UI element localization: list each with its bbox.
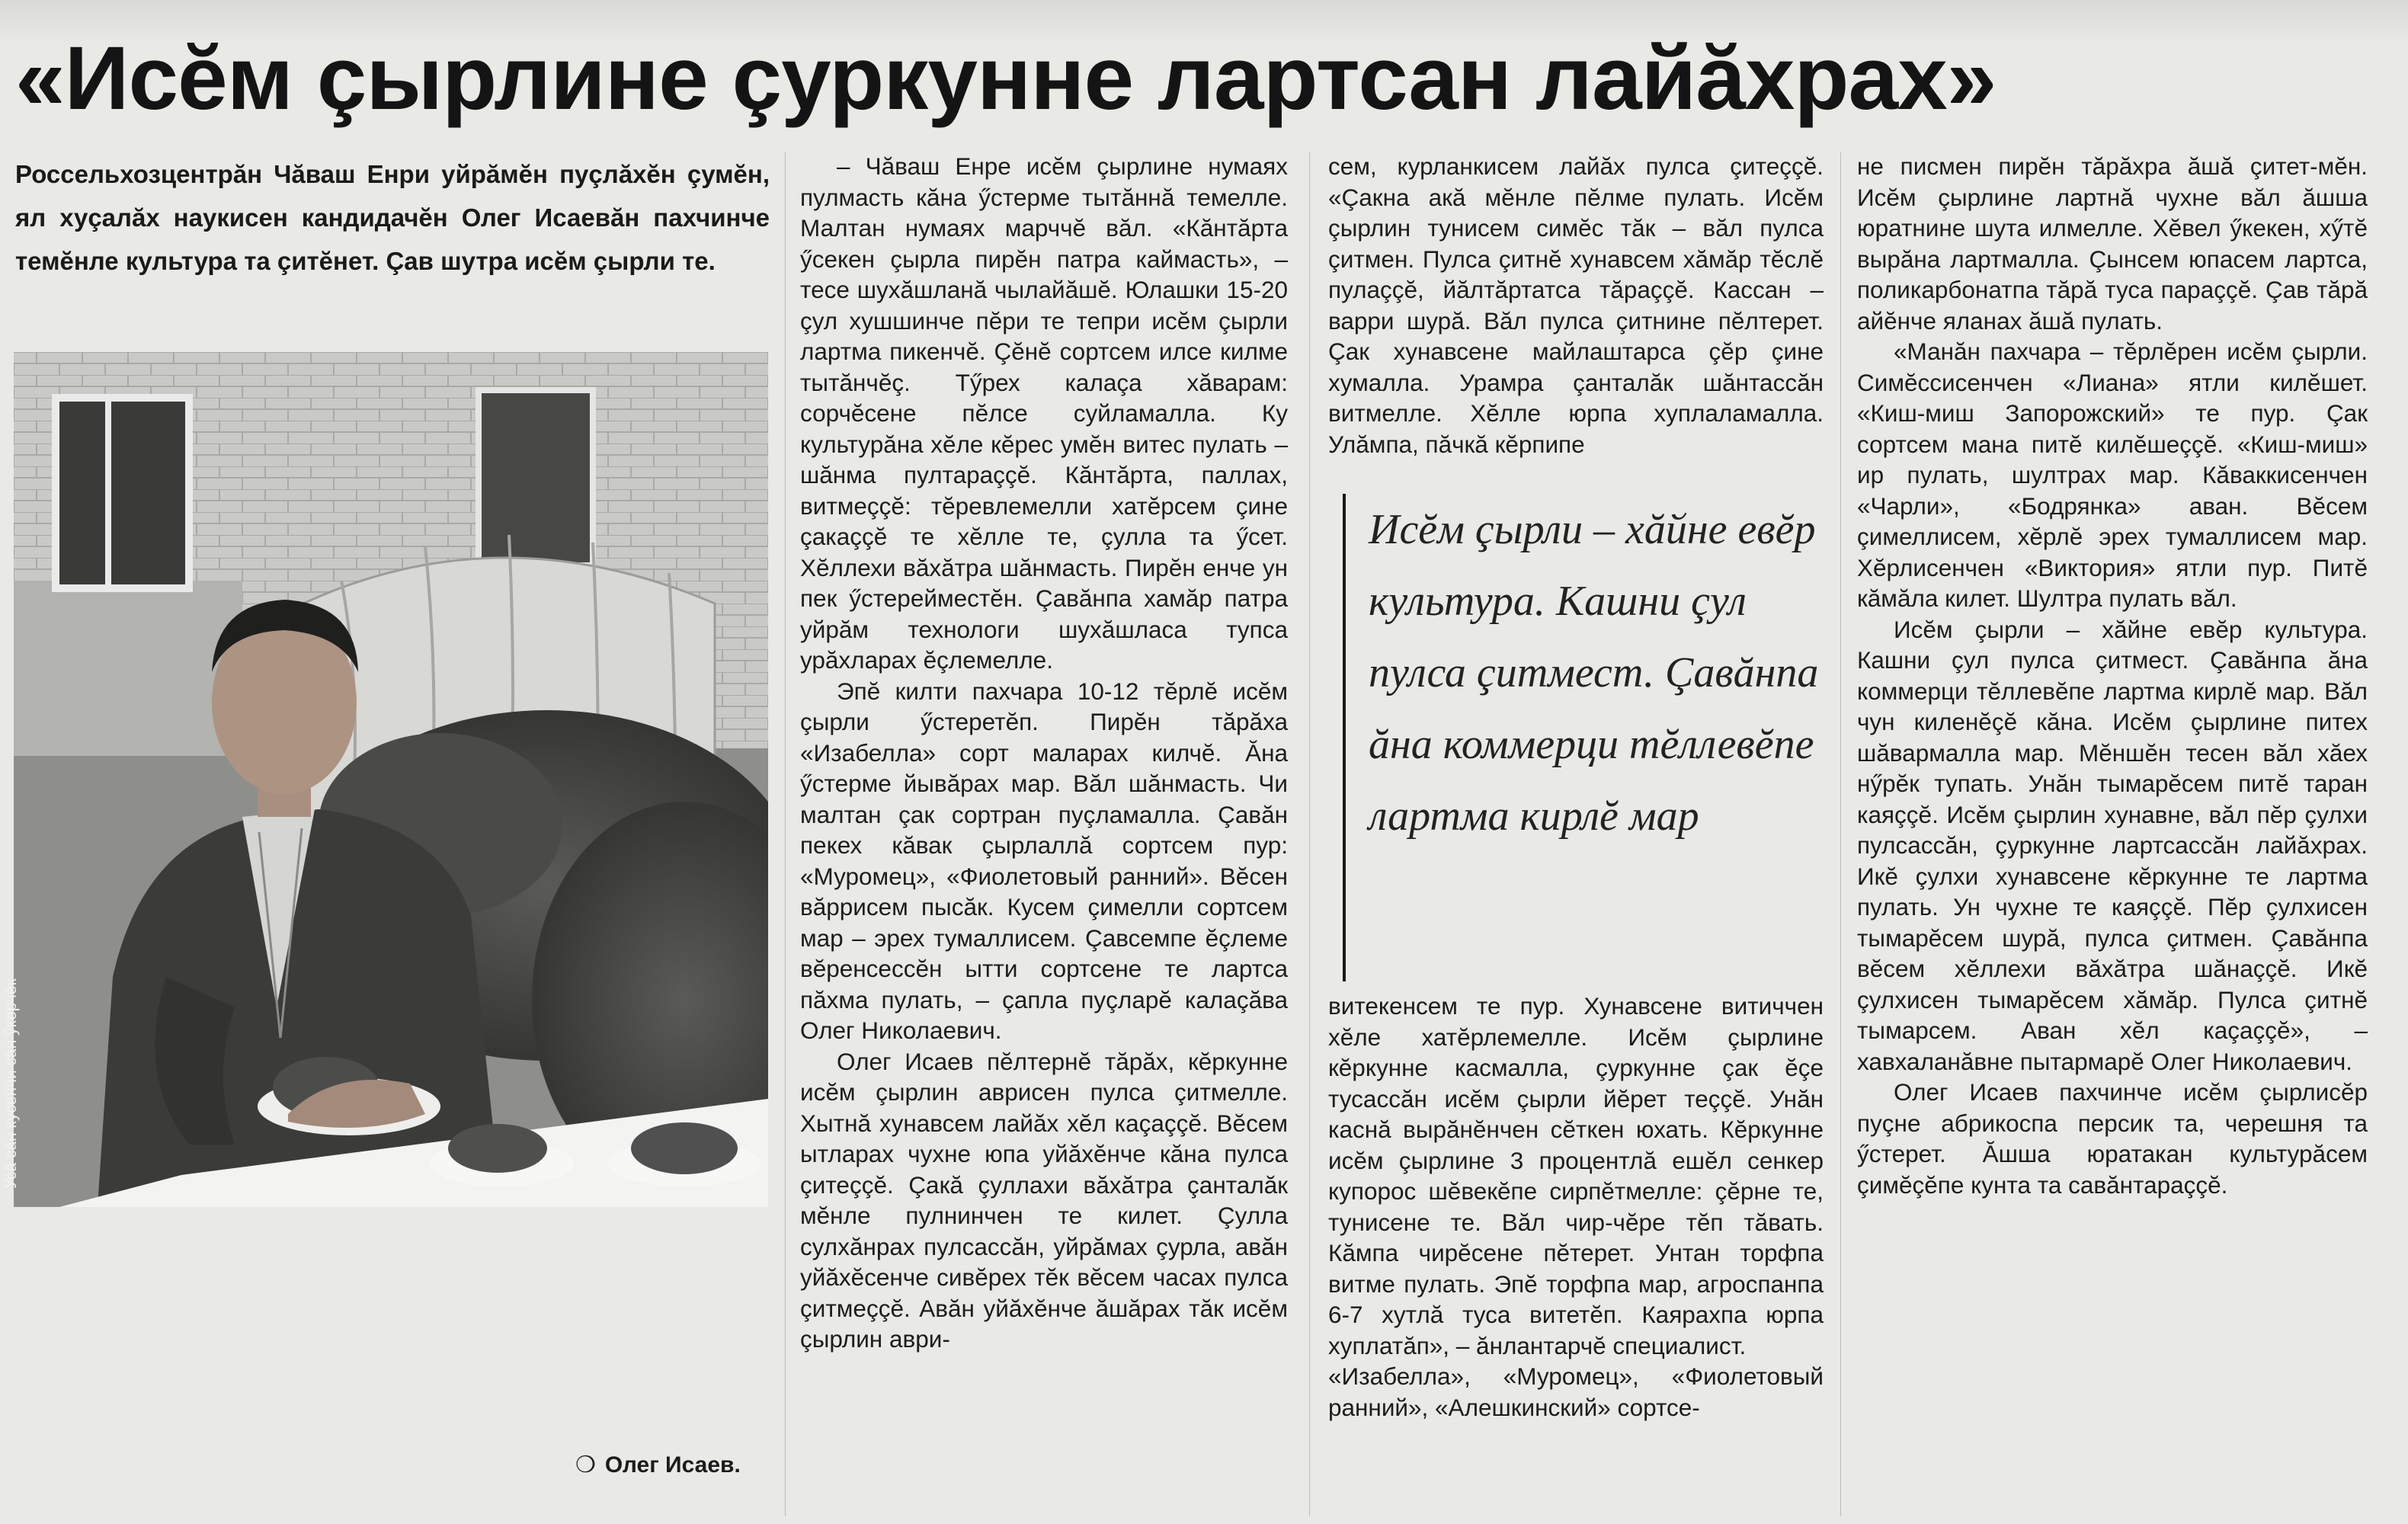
article-column-2-bottom [1328,991,1824,1524]
paragraph: – Чăваш Енре исĕм çырлине нумаях пулмасть кăна ӳстерме тытăннă темелле. Малтан нумаях марччĕ вăл. «Кăнтăрта ӳсекен çырла пирĕн патра каймасть», – тесе шухăшланă чылайăшĕ. Юлашки 15-20 çул хушшинче пĕри те тепри исĕм çырли лартма пикенчĕ. Çĕнĕ сортсем илсе килме тытăнчĕç. Тӳрех калаçа хăварам: сорчĕсене пĕлсе суйламалла. Ку культурăна хĕле кĕрес умĕн витес пулать – шăнма пултараççĕ. Кăнтăрта, паллах, витмеççĕ: тĕревлемелли хатĕрсем çине çакаççĕ те хĕлле те, çулла та ӳсет. Хĕллехи вăхăтра шăнмасть. Пирĕн енче ун пек ӳстерейместĕн. Çавăнпа хамăр патра уйрăм технологи шухăшласа тупса урăхларах ĕçлемелле. [800,152,1288,674]
paragraph: Эпĕ килти пахчара 10-12 тĕрлĕ исĕм çырли ӳстеретĕп. Пирĕн тăрăха «Изабелла» сорт маларах килчĕ. Ăна ӳстерме йывăрах мар. Вăл шăнмасть. Чи малтан çак сортран пуçламалла. Çавăн пекех кăвак çырлаллă сортсем пур: «Муромец», «Фиолетовый ранний». Вĕсен вăррисем пысăк. Кусем çимелли сортсем мар – эрех тумаллисем. Çавсемпе ĕçлеме вĕренсессĕн ытти сортсене те лартса пăхма пулать, – çапла пуçларĕ калаçăва Олег Николаевич. [800,677,1288,1044]
column-divider [785,152,786,1516]
paragraph: «Манăн пахчара – тĕрлĕрен исĕм çырли. Симĕссисенчен «Лиана» ятли килĕшет. «Киш-миш Запорожский» те пур. Çак сортсем мана питĕ килĕшеççĕ. «Киш-миш» ир пулать, шултрах мар. Кăваккисенчен «Чарли», «Бодрянка» аван. Вĕсем çимеллисем, хĕрлĕ эрех тумаллисем мар. Хĕрлисенчен «Виктория» ятли пур. Питĕ кăмăла килет. Шултра пулать вăл. [1857,338,2368,612]
lead-paragraph: Россельхозцентрăн Чăваш Енри уйрăмĕн пуçлăхĕн çумĕн, ял хуçалăх наукисен кандидачĕн Олег Исаевăн пахчинче темĕнле культура та çитĕнет. Çав шутра исĕм çырли те. [15,160,770,275]
column-divider [1840,152,1841,1516]
photo-side-credit: Усă сăн кусенчи сăн ӳкерчĕк [2,978,20,1189]
pull-quote-text: Исĕм çырли – хăйне евĕр культура. Кашни çул пулса çитмест. Çавăнпа ăна коммерци тĕллевĕпе лартма кирлĕ мар [1369,506,1819,840]
column-divider [1309,152,1310,1516]
paragraph: Олег Исаев пахчинче исĕм çырлисĕр пуçне абрикоспа персик та, черешня та ӳстерет. Ăшша юратакан культурăсем çимĕçĕпе кунта та савăнтараççĕ. [1857,1078,2368,1199]
paragraph: не писмен пирĕн тăрăхра ăшă çитет-мĕн. Исĕм çырлине лартнă чухне вăл ăшша юратнине шута илмелле. Хĕвел ӳкекен, хӳтĕ вырăна лартмалла. Çынсем юпасем лартса, поликарбонатпа тăрă туса параççĕ. Çав тăрă айĕнче яланах ăшă пулать. [1857,152,2368,335]
photo-caption [575,1449,773,1481]
paragraph: сем, курланкисем лайăх пулса çитеççĕ. «Çакна акă мĕнле пĕлме пулать. Исĕм çырлин тунисем симĕс тăк – вăл пулса çитмен. Пулса çитнĕ хунавсем хăмăр тĕслĕ пулаççĕ, йăлтăртатса тăраççĕ. Кассан – варри шурă. Вăл пулса çитнине пĕлтерет. Çак хунавсене майлаштарса çĕр çине хумалла. Урамра çанталăк шăнтассăн витмелле. Хĕлле юрпа хуплаламалла. Улăмпа, пăчкă кĕрпипе [1328,152,1824,458]
paragraph: витекенсем те пур. Хунавсене витиччен хĕле хатĕрлемелле. Исĕм çырлине кĕркунне касмалла, çуркунне çак ĕçе тусассăн исĕм çырли йĕрет теççĕ. Унăн каснă вырăнĕнчен сĕткен юхать. Кĕркунне исĕм çырлине 3 процентлă ешĕл сенкер купорос шĕвекĕпе сирпĕтмелле: çĕрне те, тунисене те. Вăл чир-чĕре тĕп тăвать. Кăмпа чирĕсене пĕтерет. Унтан торфпа витме пулать. Эпĕ торфпа мар, агроспанпа 6-7 хутлă туса витетĕп. Каярахпа юрпа хуплатăп», – ăнлантарчĕ специалист. «Изабелла», «Муромец», «Фиолетовый ранний», «Алешкинский» сортсе- [1328,992,1824,1421]
paragraph: Олег Исаев пĕлтернĕ тăрăх, кĕркунне исĕм çырлин аврисен пулса çитмелле. Хытнă хунавсем лайăх хĕл каçаççĕ. Вĕсем ытларах чухне юпа уйăхĕнче кăна пулса çитеççĕ. Çакă çуллахи вăхăтра çанталăк мĕнле пулнинчен те килет. Çулла сулхăнрах пулсассăн, уйрăмах çурла, авăн уйăхĕсенче сивĕрех тĕк вĕсем часах пулса çитмеççĕ. Авăн уйăхĕнче ăшăрах тăк исĕм çырлин аври- [800,1047,1288,1353]
article-column-3 [1857,151,2368,1522]
caption-bullet-icon: ❍ [575,1452,596,1478]
headline: «Исĕм çырлине çуркунне лартсан лайăхрах» [15,28,1997,129]
caption-text: Олег Исаев. [604,1452,741,1478]
article-column-2-top [1328,151,1824,486]
paragraph: Исĕм çырли – хăйне евĕр культура. Кашни çул пулса çитмест. Çавăнпа ăна коммерци тĕллевĕпе лартма кирлĕ мар. Вăл чун киленĕçĕ кăна. Исĕм çырлине питех шăвармалла мар. Мĕншĕн тесен вăл хăех нӳрĕк тупать. Унăн тымарĕсем питĕ таран каяççĕ. Исĕм çырлин хунавне, вăл пĕр çулхи пулсассăн, çуркунне лартсассăн лайăхрах. Икĕ çулхи хунавсене кĕркунне те лартма пулать. Ун чухне те каяççĕ. Пĕр çулхисен тымарĕсем шурă, пулса çитмен. Çавăнпа вĕсем хĕллехи вăхăтра шăнаççĕ. Икĕ çулхисен тымарĕсем хăмăр. Пулса çитнĕ тымарсем. Аван хĕл каçаççĕ», – хавхаланăвне пытармарĕ Олег Николаевич. [1857,615,2368,1075]
photo-illustration [14,352,768,1207]
article-photo [14,352,768,1207]
article-column-1 [800,151,1288,1522]
pull-quote [1343,494,1819,981]
